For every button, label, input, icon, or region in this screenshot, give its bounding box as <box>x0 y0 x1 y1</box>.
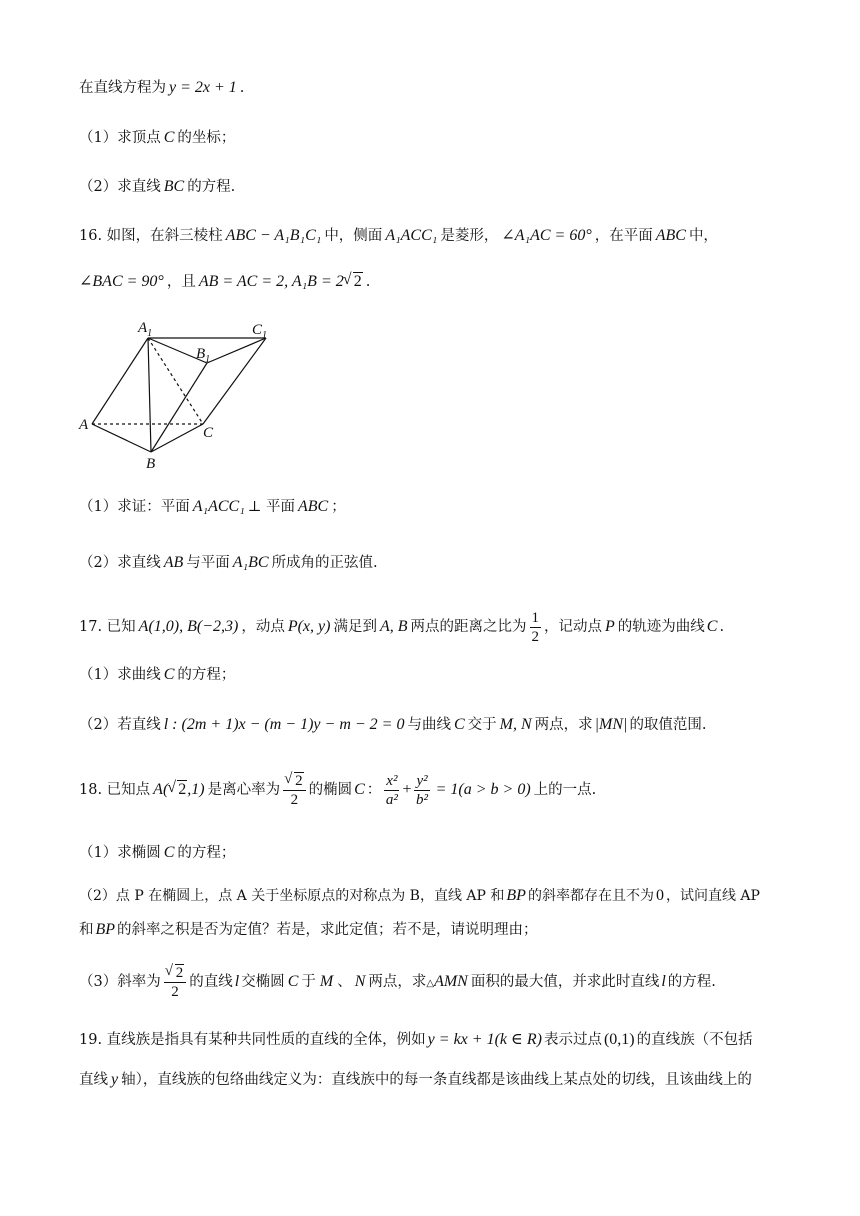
text: 两点的距离之比为 <box>410 619 527 635</box>
text: 的方程. <box>187 179 236 195</box>
math: A₁ACC₁ <box>192 498 245 515</box>
math: C <box>163 666 175 683</box>
sqrt <box>166 964 185 982</box>
text: （2）求直线 <box>79 555 161 571</box>
math: BP <box>506 887 526 904</box>
text-line-sub1 <box>79 127 790 149</box>
text: 的斜率之积是否为定值？若是，求此定值；若不是，请说明理由； <box>117 922 538 938</box>
question-18-part1 <box>79 842 790 864</box>
text: 和 <box>79 922 94 938</box>
text: （1）求椭圆 <box>79 845 161 861</box>
math: M, N <box>499 716 532 733</box>
text: 的方程. <box>667 974 716 990</box>
text: （2）若直线 <box>79 717 161 733</box>
question-17 <box>79 608 790 646</box>
text: 轴），直线族的包络曲线定义为：直线族中的每一条直线都是该曲线上某点处的切线，且该曲线上的 <box>121 1072 752 1088</box>
math: (0,1) <box>603 1031 635 1048</box>
label-a: A <box>79 417 89 433</box>
question-18-part2-line1 <box>79 885 790 907</box>
math: = 1(a > b > 0) <box>435 781 531 798</box>
edge-ab <box>92 424 151 452</box>
frac-den: 2 <box>290 791 299 808</box>
math: + <box>402 781 412 798</box>
edge-b1b <box>151 363 207 452</box>
math: AMN <box>434 973 468 990</box>
sqrt <box>168 768 187 812</box>
label-a1: $A_1$ <box>138 320 153 339</box>
math: l <box>661 973 666 990</box>
text: . <box>365 274 371 290</box>
frac-num: 1 <box>531 609 540 626</box>
label-b1: $B_1$ <box>196 346 211 365</box>
math: ABC <box>655 227 686 244</box>
math: ABC <box>298 498 329 515</box>
math: l : (2m + 1)x − (m − 1)y − m − 2 = 0 <box>163 716 405 733</box>
text: 的轨迹为曲线 <box>617 619 705 635</box>
text: （2）求直线 <box>79 179 161 195</box>
text: ，且 <box>166 274 196 290</box>
math: ,1) <box>187 781 205 798</box>
prism-figure <box>76 316 296 476</box>
text: 、 <box>337 974 352 990</box>
question-19-line1 <box>79 1029 790 1051</box>
question-18-part3 <box>79 962 790 1004</box>
question-16-part2 <box>79 552 790 574</box>
frac-num <box>283 772 306 791</box>
question-18 <box>79 768 790 812</box>
math: BC <box>163 178 185 195</box>
sqrt <box>285 772 304 790</box>
text: （3）斜率为 <box>79 974 161 990</box>
text: 上的一点. <box>533 782 597 798</box>
math: y = kx + 1(k ∈ R) <box>427 1031 542 1048</box>
sqrt-radicand: 2 <box>295 772 303 789</box>
question-16-part1 <box>79 496 790 518</box>
text: 的直线 <box>189 974 233 990</box>
text: 两点，求 <box>368 974 427 990</box>
frac-num: x² <box>386 772 398 789</box>
text: 的坐标； <box>177 130 236 146</box>
math: ∠A₁AC = 60° <box>501 227 592 244</box>
fraction-y <box>414 772 429 809</box>
math: ABC − A₁B₁C₁ <box>225 227 322 244</box>
label-c1: $C_1$ <box>252 322 268 341</box>
math: C <box>706 618 718 635</box>
math: ∠BAC = 90° <box>79 273 164 290</box>
math: A( <box>153 781 169 798</box>
triangle-symbol: △ <box>426 978 435 989</box>
sqrt-radicand: 2 <box>175 964 184 981</box>
math: 0 <box>655 887 664 904</box>
math: C <box>354 781 365 798</box>
text: ，试问直线 AP <box>665 888 760 904</box>
text: 面积的最大值，并求此时直线 <box>470 974 660 990</box>
math: C <box>453 716 465 733</box>
math: AB = AC = 2, A₁B = 2 <box>198 273 344 290</box>
text: 与曲线 <box>407 717 451 733</box>
edge-a1b <box>148 338 151 452</box>
math: |MN| <box>594 716 628 733</box>
math: A, B <box>379 618 408 635</box>
question-19-line2 <box>79 1069 790 1091</box>
text: 是离心率为 <box>207 782 281 798</box>
text: 在直线方程为 <box>79 80 166 96</box>
edge-a1c-hidden <box>148 338 203 424</box>
text: 于 <box>301 974 316 990</box>
text: 所成角的正弦值. <box>271 555 378 571</box>
text: 的椭圆 <box>308 782 353 798</box>
label-b: B <box>146 456 156 472</box>
math-line-equation: y = 2x + 1 <box>169 79 237 96</box>
math: A₁BC <box>232 554 269 571</box>
frac-den: 2 <box>171 983 179 1000</box>
text: 的方程； <box>177 667 236 683</box>
text: 满足到 <box>333 619 377 635</box>
text: 交椭圆 <box>241 974 285 990</box>
text: 的方程； <box>177 845 236 861</box>
math: A₁ACC₁ <box>385 227 438 244</box>
text: （2）点 P 在椭圆上，点 A 关于坐标原点的对称点为 B，直线 AP 和 <box>79 888 505 904</box>
fraction-eccentricity <box>283 772 306 809</box>
frac-num <box>164 964 187 983</box>
fraction-x <box>384 772 399 809</box>
math: N <box>354 973 366 990</box>
text: （1）求曲线 <box>79 667 161 683</box>
text: 19. 直线族是指具有某种共同性质的直线的全体，例如 <box>79 1032 426 1048</box>
text: 中，侧面 <box>324 228 383 244</box>
text: 的斜率都存在且不为 <box>527 888 654 904</box>
text: 是菱形， <box>440 228 499 244</box>
text: （1）求顶点 <box>79 130 161 146</box>
math: P(x, y) <box>287 618 331 635</box>
text: ； <box>331 499 346 515</box>
frac-den: a² <box>385 791 398 808</box>
text-line-intro <box>79 77 790 99</box>
sqrt-radicand: 2 <box>353 273 362 290</box>
math: C <box>163 129 175 146</box>
text: 直线 <box>79 1072 108 1088</box>
text: 18. 已知点 <box>79 782 151 798</box>
frac-num: y² <box>416 772 428 789</box>
question-17-part2 <box>79 714 790 736</box>
text: 的直线族（不包括 <box>636 1032 753 1048</box>
math: y <box>111 1071 119 1088</box>
text: 与平面 <box>186 555 230 571</box>
text: 表示过点 <box>543 1032 602 1048</box>
text: 16. 如图，在斜三棱柱 <box>79 228 223 244</box>
math: BP <box>95 921 116 938</box>
text: （1）求证：平面 <box>79 499 190 515</box>
frac-den: 2 <box>531 628 540 645</box>
text: ，动点 <box>241 619 285 635</box>
math: M <box>319 973 334 990</box>
question-17-part1 <box>79 664 790 686</box>
text: . <box>239 80 245 96</box>
text: 17. 已知 <box>79 619 136 635</box>
math: l <box>234 973 240 990</box>
edge-bc <box>151 424 203 452</box>
math: AB <box>163 554 184 571</box>
question-16-line2 <box>79 271 790 293</box>
sqrt-radicand: 2 <box>178 781 187 798</box>
text: . <box>719 619 725 635</box>
text: ： <box>366 782 382 798</box>
text-line-sub2 <box>79 176 790 198</box>
math: P <box>605 618 615 635</box>
text: 的取值范围. <box>629 717 707 733</box>
question-16-line1 <box>79 225 790 247</box>
fraction-one-half <box>530 609 542 646</box>
math: C <box>287 973 299 990</box>
question-18-part2-line2 <box>79 919 790 941</box>
text: 两点，求 <box>534 717 593 733</box>
edge-a1a <box>92 338 148 424</box>
sqrt <box>344 271 363 293</box>
text: 中， <box>688 228 718 244</box>
label-c: C <box>203 425 214 441</box>
text: ⊥ 平面 <box>247 499 295 515</box>
text: 交于 <box>467 717 497 733</box>
frac-den: b² <box>416 791 429 808</box>
math: C <box>163 844 175 861</box>
text: ，记动点 <box>544 619 603 635</box>
math: A(1,0), B(−2,3) <box>138 618 239 635</box>
text: ，在平面 <box>594 228 653 244</box>
fraction-slope <box>164 964 187 1001</box>
